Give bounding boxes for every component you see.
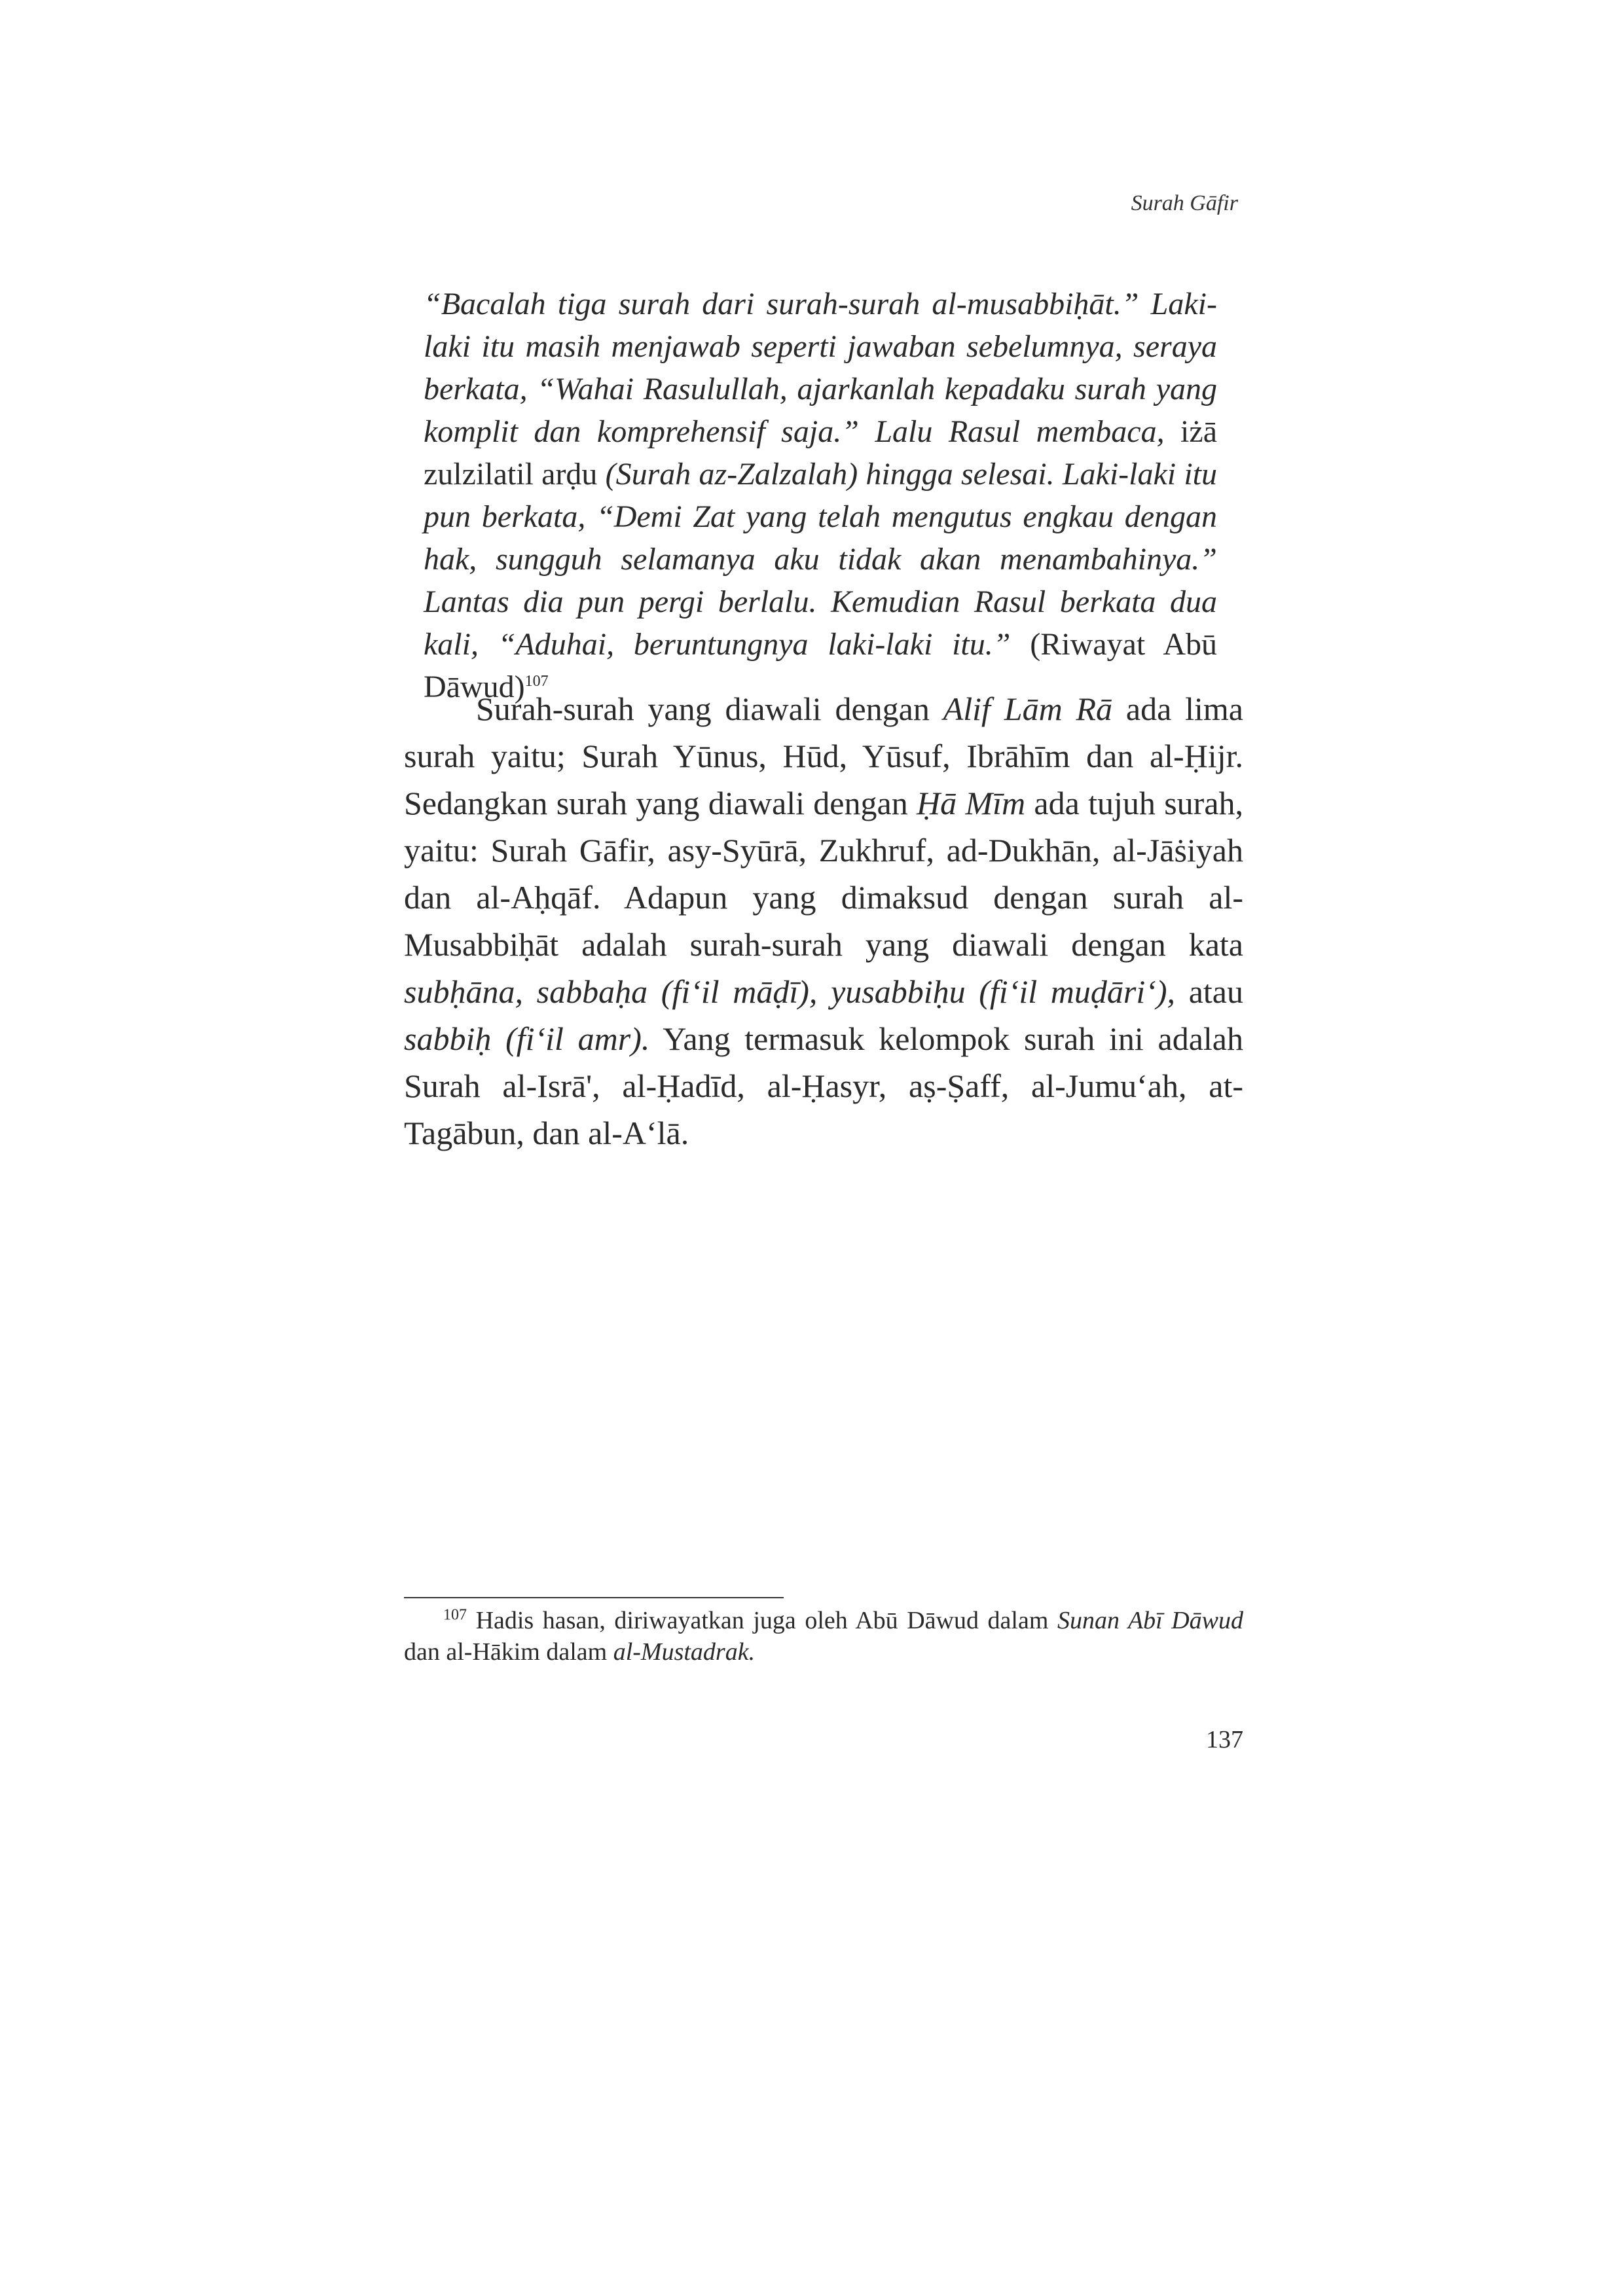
quote-text-italic-1: “Bacalah tiga surah dari surah-surah al-musabbiḥāt.” Laki-laki itu masih menjawab seperti jawaban sebelumnya, seraya berkata, “Wahai Rasulullah, ajarkanlah kepadaku surah yang komplit dan komprehensif saja.” Lalu Rasul membaca,: [424, 287, 1217, 449]
body-text-italic: Ḥā Mīm: [917, 785, 1026, 821]
footnote-book-title: Sunan Abī Dāwud: [1057, 1607, 1243, 1634]
page-number: 137: [1206, 1726, 1243, 1753]
body-text-run: ada tujuh surah, yaitu: Surah Gāfir, asy-Syūrā, Zukhruf, ad-Dukhān, al-Jāṡiyah dan al-Aḥqāf. Adapun yang dimaksud dengan surah al-Musabbiḥāt adalah surah-surah yang diawali dengan kata: [404, 785, 1244, 963]
quote-text-italic-2: (Surah az-Zalzalah) hingga selesai. Laki-laki itu pun berkata, “Demi Zat yang telah mengutus engkau dengan hak, sungguh selamanya aku tidak akan menambahinya.” Lantas dia pun pergi berlalu. Kemudian Rasul berkata dua kali, “Aduhai, beruntungnya laki-laki itu.”: [424, 457, 1217, 662]
footnote-separator: [404, 1597, 784, 1598]
footnote-reference: 107: [524, 673, 549, 690]
footnote: [404, 1605, 1243, 1668]
body-text: [404, 685, 1243, 1157]
body-text-run: ada lima surah yaitu; Surah Yūnus, Hūd, Yūsuf, Ibrāhīm dan al-Ḥijr. Sedangkan surah yang diawali dengan: [404, 691, 1243, 821]
quote-transliteration: iżā zulzilatil arḍu: [424, 414, 1217, 492]
footnote-number: 107: [443, 1606, 467, 1624]
body-text-italic: Alif Lām Rā: [943, 691, 1113, 727]
hadith-quote-paragraph: [424, 283, 1217, 708]
footnote-text: dan al-Hākim dalam: [404, 1638, 613, 1666]
body-text-italic: subḥāna, sabbaḥa (fi‘il māḍī), yusabbiḥu (fi‘il muḍāri‘),: [404, 973, 1176, 1010]
body-text-run: Surah-surah yang diawali dengan: [476, 691, 943, 727]
body-text-italic: sabbiḥ (fi‘il amr).: [404, 1020, 650, 1057]
running-head: Surah Gāfir: [1131, 191, 1238, 215]
body-text-run: Yang termasuk kelompok surah ini adalah Surah al-Isrā', al-Ḥadīd, al-Ḥasyr, aṣ-Ṣaff, al-Jumu‘ah, at-Tagābun, dan al-A‘lā.: [404, 1020, 1243, 1151]
hadith-quote-block: [424, 283, 1217, 708]
footnote-book-title: al-Mustadrak.: [613, 1638, 756, 1666]
footnote-paragraph: [404, 1605, 1243, 1668]
footnote-text: Hadis hasan, diriwayatkan juga oleh Abū Dāwud dalam: [467, 1607, 1057, 1634]
body-text-run: atau: [1175, 973, 1243, 1010]
quote-source: (Riwayat Abū Dāwud): [424, 627, 1217, 704]
body-paragraph: [404, 685, 1243, 1157]
